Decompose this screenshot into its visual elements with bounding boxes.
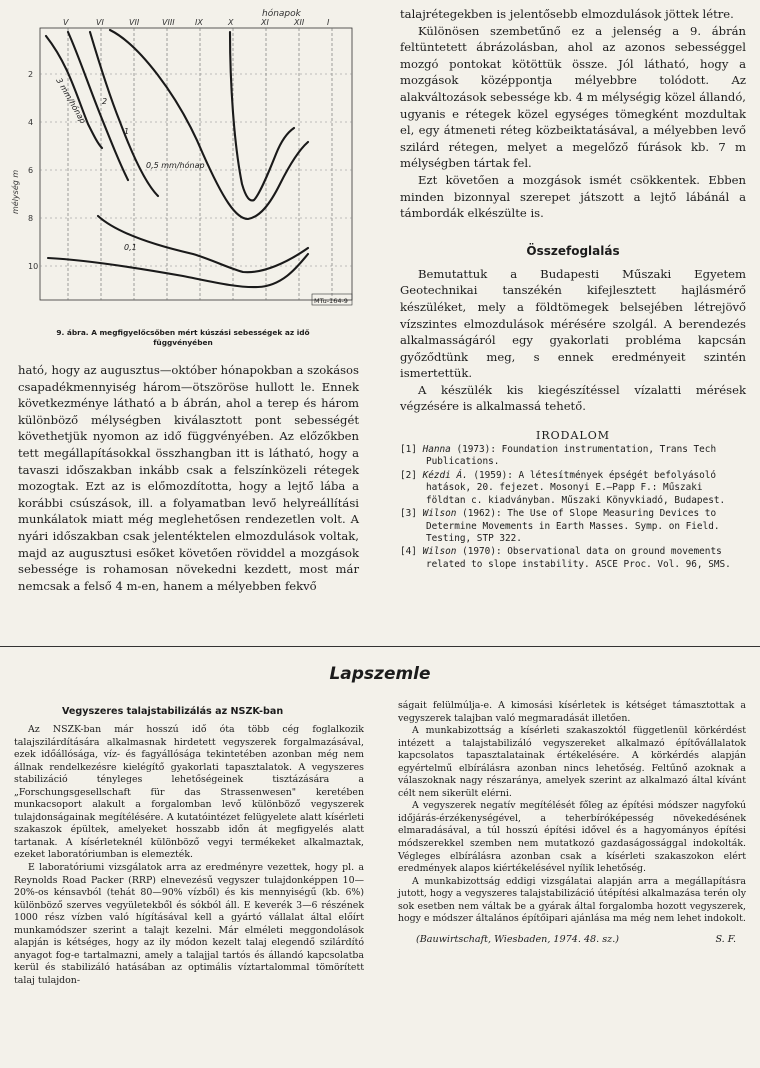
figure-y-axis-label: mélység m	[11, 169, 20, 214]
article-title: Vegyszeres talajstabilizálás az NSZK-ban	[62, 706, 284, 717]
reference-author: Wilson	[422, 546, 457, 558]
article-initials: S. F.	[715, 933, 736, 945]
reference-text: (1962): The Use of Slope Measuring Devices to Determine Movements in Earth Masses. Symp. on Field. Testing, STP 322.	[426, 508, 720, 544]
references-heading: IRODALOM	[536, 429, 610, 443]
summary-paragraph-2: A készülék kis kiegészítéssel vízalatti mérések végzésére is alkalmassá tehető.	[400, 382, 746, 414]
figure-code: MTu-164-9	[314, 297, 348, 305]
lapszemle-left-column	[14, 706, 364, 987]
reference-author: Kézdi Á.	[422, 469, 468, 481]
month-label: V	[63, 18, 69, 27]
depth-tick-label: 2	[28, 70, 34, 79]
curve-label-1: 1	[124, 127, 130, 136]
summary-heading: Összefoglalás	[526, 243, 620, 258]
figure-caption	[8, 328, 358, 348]
month-label: XII	[294, 18, 305, 27]
right-paragraph-1: talajrétegekben is jelentősebb elmozdulások jöttek létre.	[400, 7, 734, 21]
depth-tick-label: 10	[28, 262, 39, 271]
reference-item	[400, 546, 746, 571]
figure-9	[8, 4, 358, 347]
curve-label-01: 0,1	[124, 243, 137, 252]
summary-paragraph-1: Bemutattuk a Budapesti Műszaki Egyetem Geotechnikai tanszékén kifejlesztett hajlásmérő készüléket, mely a földtömegek belsejében létrejövő vízszintes elmozdulások mérésére szolgál. A berendezés alkalmasságáról egy gyakorlati probléma kapcsán győződtünk meg, s ennek eredményeit szintén ismertettük.	[400, 266, 746, 381]
reference-text: (1959): A létesítmények épségét befolyásoló hatások, 20. fejezet. Mosonyi E.—Papp F.: Műszaki földtan c. kiadványban. Műszaki Könyvkiadó, Budapest.	[426, 469, 726, 506]
reference-item	[400, 444, 746, 469]
figure-horizontal-grid	[40, 74, 352, 266]
reference-author: Wilson	[422, 508, 457, 520]
month-label: VIII	[162, 18, 175, 27]
left-paragraph: ható, hogy az augusztus—október hónapokban a szokásos csapadékmennyiség három—ötszöröse hullott le. Ennek következménye látható a b ábrán, ahol a terep és három különböző mélységben kiválasztott pont sebességét követhetjük nyomon az idő függvényében. Az előzőkben tett megállapításokkal összhangban itt is látható, hogy a tavaszi időszakban inkább csak a felszínközeli rétegek mozogtak. Ezt az is előmozdította, hogy a lejtő lába a korábbi csúszások, ill. a folyamatban levő helyreállítási munkálatok miatt még meglehetősen rendezetlen volt. A nyári időszakban csak jelentéktelen elmozdulások voltak, majd az augusztusi esőket követően röviddel a mozgások sebessége is rohamosan növekedni kezdett, most már nemcsak a felső 4 m-en, hanem a mélyebben fekvő	[18, 363, 359, 593]
article-left-paragraph-2: E laboratóriumi vizsgálatok arra az eredményre vezettek, hogy pl. a Reynolds Road Packer (RRP) elnevezésű vegyszer tulajdonképpen 10—20%-os kénsavból (tehát 80—90% vízből) és kis mennyiségű (kb. 6%) különböző szerves vegyületekből és sókból áll. E keverék 3—6 részének 1000 rész vízben való hígításával kell a gyártó vállalat által előírt munkamódszer szerint a talajt kezelni. Már elméleti meggondolások alapján is kétséges, hogy az ily módon kezelt talaj elegendő szilárdító anyagot fog-e tartalmazni, amely a talajjal tartós és állandó kapcsolatba kerül és stabilizáló hatásában az optimális víztartalommal tömörített talaj tulajdon-	[14, 862, 364, 986]
month-label: X	[228, 18, 234, 27]
figure-caption-line-2: függvényében	[153, 338, 213, 347]
left-column	[18, 362, 359, 594]
article-right-paragraph-4: A munkabizottság eddigi vizsgálatai alapján arra a megállapításra jutott, hogy a vegyszeres talajstabilizáció útépítési alkalmazása terén oly sok esetben nem váltak be a gyárak által forgalomba hozott vegyszerek, hogy e módszer általános építőipari ajánlása ma még nem lehet indokolt.	[398, 875, 746, 925]
article-source: (Bauwirtschaft, Wiesbaden, 1974. 48. sz.)	[416, 933, 620, 945]
right-paragraph-3: Ezt követően a mozgások ismét csökkentek. Ebben minden bizonnyal szerepet játszott a lejtő lábánál a támbordák elkészülte is.	[400, 172, 746, 221]
curve-3mm	[46, 36, 102, 148]
article-right-paragraph-3: A vegyszerek negatív megítélését főleg az építési módszer nagyfokú időjárás-érzékenységével, a teherbíróképesség növekedésének elmaradásával, a túl hosszú építési idővel és a hagyományos építési módszerekkel szemben nem mutatkozó gazdaságossággal indokolták. Végleges elbírálásra azonban csak a kísérleti szakaszokon elért eredmények alapos kiértékelésével nyílik lehetőség.	[398, 800, 746, 875]
curve-label-2: 2	[102, 97, 108, 106]
figure-9-chart	[8, 4, 358, 329]
depth-tick-label: 8	[28, 214, 34, 223]
curve-label-05mm: 0,5 mm/hónap	[146, 161, 205, 170]
month-label: XI	[261, 18, 269, 27]
reference-author: Hanna	[422, 444, 451, 456]
reference-number: [1]	[400, 444, 423, 456]
depth-tick-label: 4	[28, 118, 34, 127]
reference-number: [2]	[400, 469, 423, 481]
curve-label-3mm: 3 mm/hónap	[54, 76, 88, 126]
month-label: VII	[129, 18, 140, 27]
depth-tick-label: 6	[28, 166, 34, 175]
article-right-paragraph-1: ságait felülmúlja-e. A kimosási kísérletek is kétséget támasztottak a vegyszerek talajban való megmaradását illetően.	[398, 700, 746, 724]
lapszemle-title: Lapszemle	[329, 664, 431, 684]
curve-bottom	[48, 254, 308, 287]
lapszemle-right-column	[398, 700, 746, 950]
figure-caption-line-1: 9. ábra. A megfigyelőcsőben mért kúszási sebességek az idő	[56, 328, 310, 337]
reference-number: [3]	[400, 508, 423, 520]
reference-item	[400, 470, 746, 507]
right-paragraph-2: Különösen szembetűnő ez a jelenség a 9. ábrán feltüntetett ábrázolásban, ahol az azonos sebességgel mozgó pontokat kötöttük össze. Jól látható, hogy a mozgások középpontja mélyebbre tolódott. Az alakváltozások sebessége kb. 4 m mélységig közel állandó, ugyanis e rétegek közel egységes tömegként mozdultak el, egy átmeneti réteg közbeiktatásával, a mélyebben levő szilárd rétegen, melyet a megelőző fúrások kb. 7 m mélységben tártak fel.	[400, 23, 746, 171]
reference-item	[400, 508, 746, 545]
reference-text: (1970): Observational data on ground movements related to slope instability. ASCE Proc. Vol. 96, SMS.	[426, 546, 731, 570]
reference-number: [4]	[400, 546, 423, 558]
article-right-paragraph-2: A munkabizottság a kísérleti szakaszoktól függetlenül körkérdést intézett a talajstabilizáló vegyszereket alkalmazó építővállalatok kapcsolatos tapasztalatainak értékelésére. A körkérdés alapján egyértelmű elbírálásra azonban nincs lehetőség. Feltűnő azoknak a válaszoknak nagy részaránya, amelyek szerint az alkalmazó által kívánt célt nem sikerült elérni.	[398, 725, 746, 799]
month-label: VI	[96, 18, 104, 27]
article-left-paragraph-1: Az NSZK-ban már hosszú idő óta több cég foglalkozik talajszilárdítására alkalmasnak hirdetett vegyszerek forgalmazásával, ezek időállósága, víz- és fagyállósága tekintetében azonban még nem állnak rendelkezésre kielégítő gyakorlati tapasztalatok. A vegyszeres stabilizáció tényleges lehetőségeinek tisztázására a „Forschungsgesellschaft für das Strassenwesen" keretében munkacsoport alakult a forgalomban levő különböző vegyszerek tulajdonságainak megítélésére. A kutatóintézet felügyelete alatt kísérleti szakaszok épültek, amelyeket hosszabb időn át megfigyelés alatt tartanak. A kísérleteknél különböző vegyi termékeket alkalmaztak, ezeket laboratóriumban is elemezték.	[14, 724, 364, 861]
right-column	[400, 6, 746, 572]
figure-month-header: hónapok	[262, 9, 301, 19]
references-list	[400, 444, 746, 571]
month-label: I	[327, 18, 330, 27]
reference-text: (1973): Foundation instrumentation, Trans Tech Publications.	[426, 444, 717, 468]
month-label: IX	[195, 18, 203, 27]
curve-05mm	[110, 30, 308, 219]
section-divider	[0, 646, 760, 647]
